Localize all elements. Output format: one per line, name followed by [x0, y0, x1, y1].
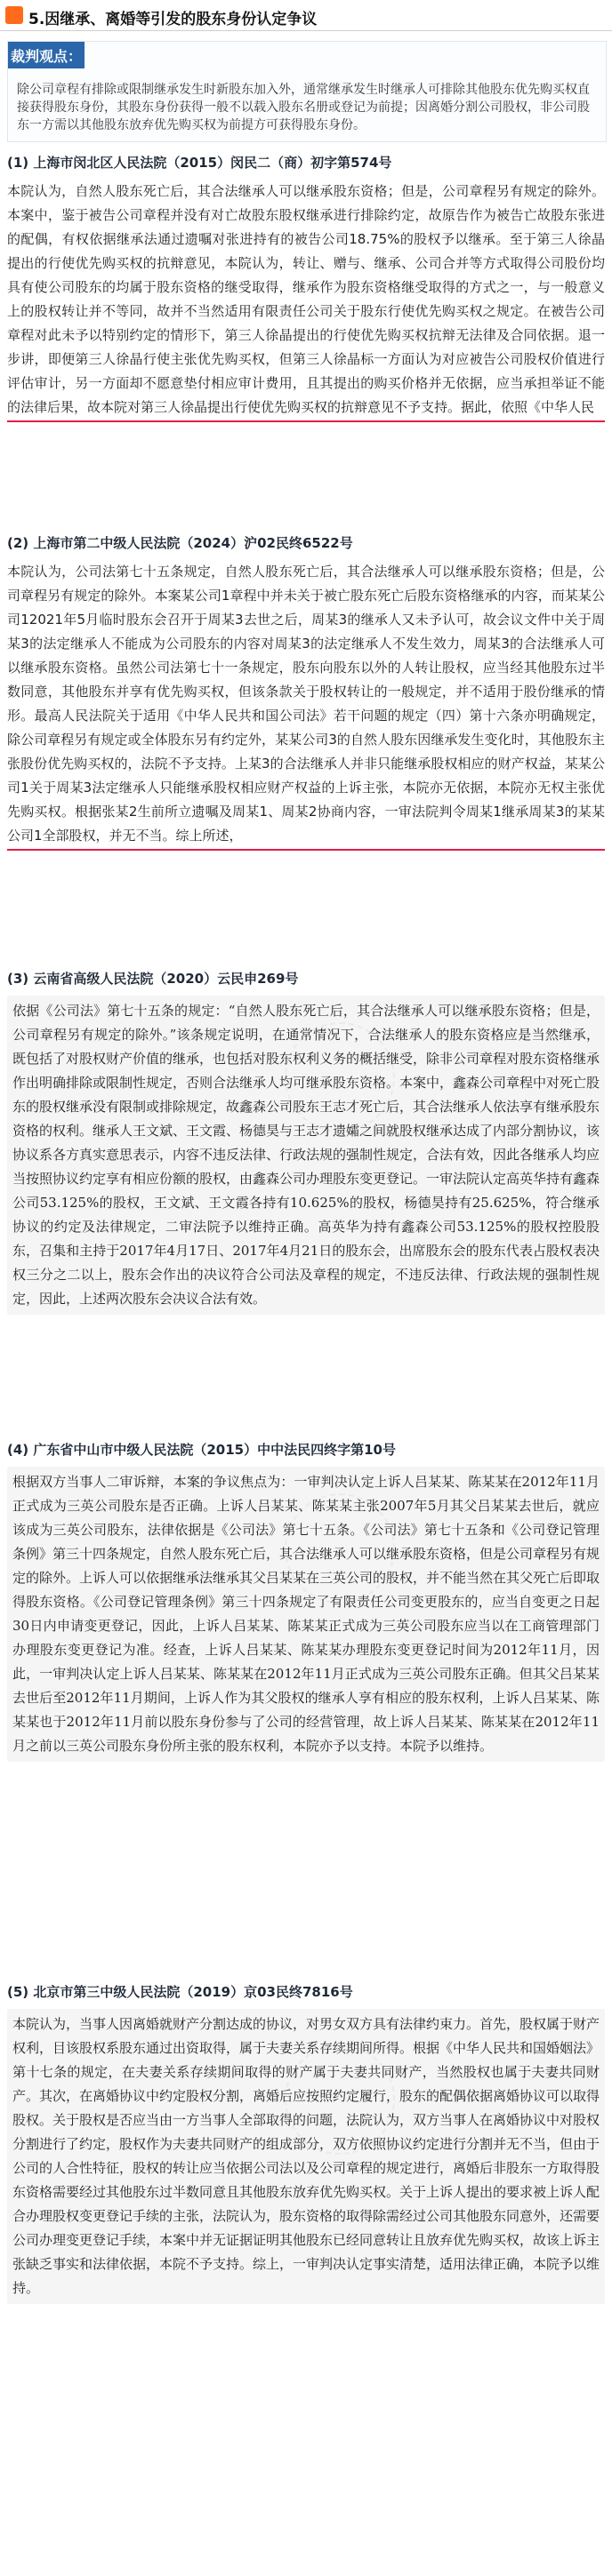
case-2-text: 本院认为，公司法第七十五条规定，自然人股东死亡后，其合法继承人可以继承股东资格；但是，公司章程另有规定的除外。本案某公司1章程中并未关于被亡股东死亡后股东资格继承的内容，而某某公司12021年5月临时股东会召开于周某3去世之后，周某3的继承人又未予认可，故会议文件中关于周某3的法定继承人不能成为公司股东的内容对周某3的法定继承人不发生效力，周某3的合法继承人可以继承股东资格。虽然公司法第七十一条规定，股东向股东以外的人转让股权，应当经其他股东过半数同意，其他股东并享有优先购买权，但该条款关于股权转让的一般规定，并不适用于股份继承的情形。最高人民法院关于适用《中华人民共和国公司法》若干问题的规定（四）第十六条亦明确规定，除公司章程另有规定或全体股东另有约定外，某某公司3的自然人股东因继承发生变化时，其他股东主张股份优先购买权的，法院不予支持。上某3的合法继承人并非只能继承股权相应的财产权益，某某公司1关于周某3法定继承人只能继承股权相应财产权益的上诉主张，本院亦无依据，本院亦无权主张优先购买权。根据张某2生前所立遗嘱及周某1、周某2协商内容，一审法院判令周某1继承周某3的某某公司1全部股权，并无不当。综上所述， [7, 560, 605, 851]
case-4-text: 根据双方当事人二审诉辩，本案的争议焦点为：一审判决认定上诉人吕某某、陈某某在2012年11月正式成为三英公司股东是否正确。上诉人吕某某、陈某某主张2007年5月其父吕某某去世后，就应该成为三英公司股东，法律依据是《公司法》第七十五条。《公司法》第七十五条和《公司登记管理条例》第三十四条规定，自然人股东死亡后，其合法继承人可以继承股东资格，但是公司章程另有规定的除外。上诉人可以依据继承法继承其父吕某某在三英公司的股权，并不能当然在其父死亡后即取得股东资格。《公司登记管理条例》第三十四条规定了有限责任公司变更股东的，应当自变更之日起30日内申请变更登记，因此，上诉人吕某某、陈某某正式成为三英公司股东应当以在工商管理部门办理股东变更登记为准。经查，上诉人吕某某、陈某某办理股东变更登记时间为2012年11月，因此，一审判决认定上诉人吕某某、陈某某在2012年11月正式成为三英公司股东正确。但其父吕某某去世后至2012年11月期间，上诉人作为其父股权的继承人享有相应的股东权利，上诉人吕某某、陈某某也于2012年11月前以股东身份参与了公司的经营管理，故上诉人吕某某、陈某某在2012年11月之前以三英公司股东身份所主张的股东权利，本院亦予以支持。本院予以维持。 [7, 1467, 605, 1762]
case-5-text: 本院认为，当事人因离婚就财产分割达成的协议，对男女双方具有法律约束力。首先，股权属于财产权利，目该股权系股东通过出资取得，属于夫妻关系存续期间所得。根据《中华人民共和国婚姻法》第十七条的规定，在夫妻关系存续期间取得的财产属于夫妻共同财产，当然股权也属于夫妻共同财产。其次，在离婚协议中约定股权分割，离婚后应按照约定履行，股东的配偶依据离婚协议可以取得股权。关于股权是否应当由一方当事人全部取得的问题，法院认为，双方当事人在离婚协议中对股权分割进行了约定，股权作为夫妻共同财产的组成部分，双方依照协议约定进行分割并无不当，但由于公司的人合性特征，股权的转让应当依据公司法以及公司章程的规定进行，离婚后非股东一方取得股东资格需要经过其他股东过半数同意且其他股东放弃优先购买权。关于上诉人提出的要求被上诉人配合办理股权变更登记手续的主张，法院认为，股东资格的取得除需经过公司其他股东同意外，还需要公司办理变更登记手续，本案中并无证据证明其他股东已经同意转让且放弃优先购买权，故该上诉主张缺乏事实和法律依据，本院不予支持。综上，一审判决认定事实清楚，适用法律正确，本院予以维持。 [7, 2009, 605, 2304]
case-3-text: 依据《公司法》第七十五条的规定：“自然人股东死亡后，其合法继承人可以继承股东资格；但是，公司章程另有规定的除外。”该条规定说明，在通常情况下，合法继承人的股东资格应是当然继承，既包括了对股权财产价值的继承，也包括对股东权利义务的概括继受，除非公司章程对股东资格继承作出明确排除或限制性规定，否则合法继承人均可继承股东资格。本案中，鑫森公司章程中对死亡股东的股权继承没有限制或排除规定，故鑫森公司股东王志才死亡后，其合法继承人依法享有继承股东资格的权利。继承人王文斌、王文霞、杨德昊与王志才遗孀之间就股权继承达成了内部分割协议，该协议系各方真实意思表示，内容不违反法律、行政法规的强制性规定，合法有效，因此各继承人均应当按照协议约定享有相应份额的股权，由鑫森公司办理股东变更登记。一审法院认定高英华持有鑫森公司53.125%的股权，王文斌、王文霞各持有10.625%的股权，杨德昊持有25.625%，符合继承协议的约定及法律规定，二审法院予以维持正确。高英华为持有鑫森公司53.125%的股权控股股东，召集和主持于2017年4月17日、2017年4月21日的股东会，出席股东会的股东代表占股权表决权三分之二以上，股东会作出的决议符合公司法及章程的规定，不违反法律、行政法规的强制性规定，因此，上述两次股东会决议合法有效。 [7, 996, 605, 1315]
viewpoint-text: 除公司章程有排除或限制继承发生时新股东加入外，通常继承发生时继承人可排除其他股东优先购买权直接获得股东身份，其股东身份获得一般不以载入股东名册或登记为前提；因离婚分割公司股权，非公司股东一方需以其他股东放弃优先购买权为前提方可获得股东身份。 [17, 83, 590, 132]
case-3 [7, 969, 605, 1315]
title-bar [0, 0, 612, 31]
brand-logo-icon [5, 6, 23, 24]
case-4-court: (4) 广东省中山市中级人民法院（2015）中中法民四终字第10号 [7, 1442, 396, 1458]
case-5-court: (5) 北京市第三中级人民法院（2019）京03民终7816号 [7, 1984, 353, 2000]
viewpoint-card [7, 41, 607, 142]
case-1-court: (1) 上海市闵北区人民法院（2015）闵民二（商）初字第574号 [7, 155, 392, 171]
case-1 [7, 153, 605, 422]
case-2-court: (2) 上海市第二中级人民法院（2024）沪02民终6522号 [7, 535, 353, 551]
viewpoint-badge: 裁判观点： [8, 42, 85, 68]
case-5 [7, 1982, 605, 2304]
case-2 [7, 533, 605, 851]
page-title: 5.因继承、离婚等引发的股东身份认定争议 [28, 11, 318, 28]
case-1-text: 本院认为，自然人股东死亡后，其合法继承人可以继承股东资格；但是，公司章程另有规定的除外。本案中，鉴于被告公司章程并没有对亡故股东股权继承进行排除约定，故原告作为被告亡故股东张进的配偶，有权依据继承法通过遗嘱对张进持有的被告公司18.75%的股权予以继承。至于第三人徐晶提出的行使优先购买权的抗辩意见，本院认为，转让、赠与、继承、公司合并等方式取得公司股份均具有使公司股东的均属于股东资格的继受取得，继承作为股东资格继受取得的方式之一，与一般意义上的股权转让并不等同，故并不当然适用有限责任公司关于股东行使优先购买权之规定。在被告公司章程对此未予以特别约定的情形下，第三人徐晶提出的行使优先购买权抗辩无法律及合同依据。退一步讲，即便第三人徐晶行使主张优先购买权，但第三人徐晶标一方面认为对应被告公司股权价值进行评估审计，另一方面却不愿意垫付相应审计费用，且其提出的购买价格并无依据，应当承担举证不能的法律后果，故本院对第三人徐晶提出行使优先购买权的抗辩意见不予支持。据此，依照《中华人民 [7, 180, 605, 422]
case-3-court: (3) 云南省高级人民法院（2020）云民申269号 [7, 971, 299, 987]
case-4 [7, 1440, 605, 1762]
